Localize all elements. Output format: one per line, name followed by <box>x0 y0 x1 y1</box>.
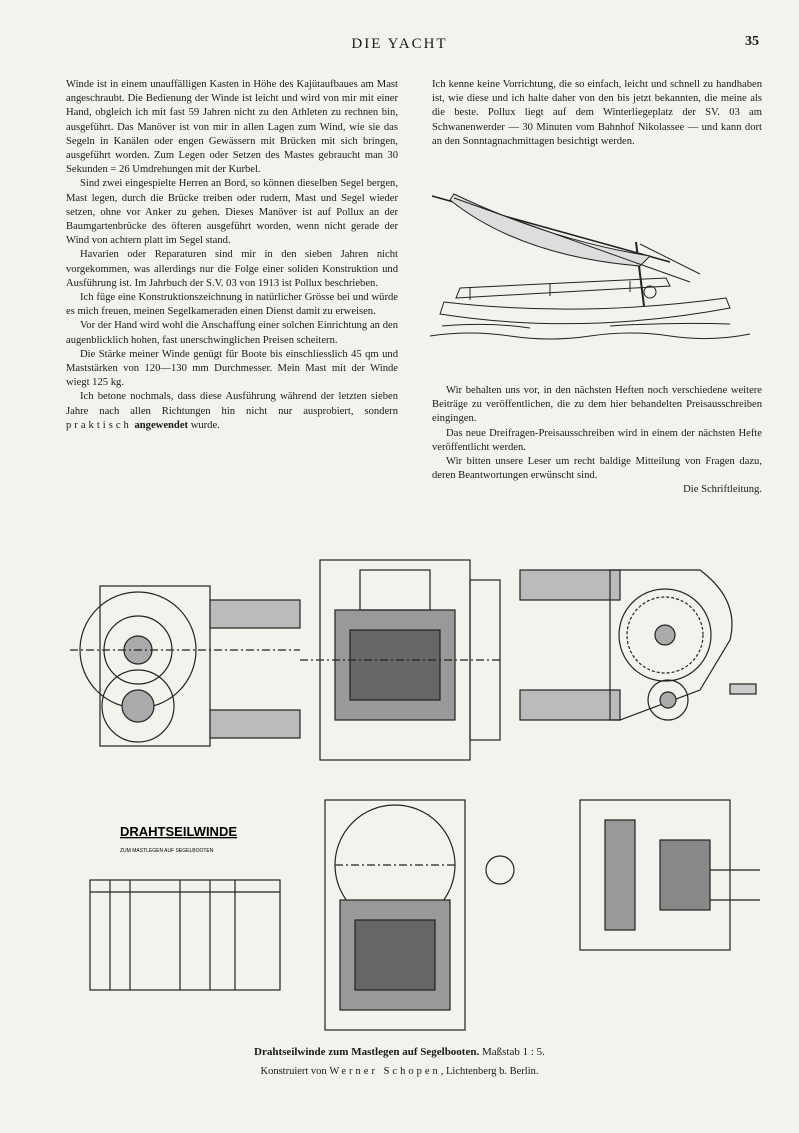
paragraph: Havarien oder Reparaturen sind mir in den sieben Jahren nicht vorgekommen, was allerdings nur die Folge einer soliden Konstruktion und Ausführung ist. Im Jahrbuch der S.V. 03 von 1913 ist Pollux beschrieben. <box>66 249 398 289</box>
emphasis-bold: angewendet <box>131 419 189 431</box>
paragraph <box>66 390 398 433</box>
page-number: 35 <box>745 34 759 49</box>
page-title: DIE YACHT <box>351 36 448 52</box>
figure-credit <box>0 1066 799 1077</box>
mast <box>636 242 644 306</box>
sail <box>450 194 650 266</box>
caption-title: Drahtseilwinde zum Mastlegen auf Segelbooten. <box>254 1046 480 1058</box>
side-view-left <box>70 586 300 746</box>
paragraph: Die Stärke meiner Winde genügt für Boote bis einschliesslich 45 qm und Maststärken von 120—130 mm Durchmesser. Mein Mast mit der Winde wiegt 125 kg. <box>66 348 398 389</box>
drawing-title: DRAHTSEILWINDE <box>120 824 237 839</box>
paragraph: Das neue Dreifragen-Preisausschreiben wird in einem der nächsten Hefte veröffentlicht werden. <box>432 427 762 453</box>
credit-prefix: Konstruiert von <box>260 1066 330 1077</box>
plan-view-lower <box>325 800 514 1030</box>
ratchet-view-right <box>520 570 756 720</box>
boat-hull <box>440 298 730 324</box>
credit-suffix: , Lichtenberg b. Berlin. <box>440 1066 539 1077</box>
paragraph: Winde ist in einem unauffälligen Kasten in Höhe des Kajütaufbaues am Mast angeschraubt. Die Bedienung der Winde ist leicht und wird von mir mit einer Hand, obgleich ich mit fast 59 Jahren nicht zu den Athleten zu rechnen bin, ausgeführt. Das Manöver ist von mir in allen Lagen zum Wind, wie sie das Segeln in Kanälen oder engen Gewässern mit Brücken mit sich bringen, ausgeführt worden. Zum Legen oder Setzen des Mastes gebraucht man 30 Sekunden = 26 Umdrehungen mit der Kurbel. <box>66 79 398 176</box>
paragraph: Wir bitten unsere Leser um recht baldige Mitteilung von Fragen dazu, deren Beantwortungen erwünscht sind. <box>432 456 762 482</box>
gear-section-center <box>300 560 500 760</box>
boat-sketch <box>430 186 762 354</box>
right-column-bottom <box>432 384 762 498</box>
paragraph: Sind zwei eingespielte Herren an Bord, so können dieselben Segel bergen, Mast legen, durch die Brücke treiben oder rudern, Mast und Segel wieder setzen, ohne vor Anker zu gehen. Dieses Manöver ist auf Pollux an der Baumgartenbrücke des öfteren ausgeführt worden, wenn nicht gerade der Wind von achtern platt im Segel stand. <box>66 178 398 247</box>
right-column-top <box>432 78 762 149</box>
paragraph: Ich füge eine Konstruktionszeichnung in natürlicher Grösse bei und würde es mich freuen, meinen Segelkameraden einen Dienst damit zu erweisen. <box>66 292 398 318</box>
section-view-lower-right <box>580 800 760 950</box>
signature: Die Schriftleitung. <box>683 484 762 496</box>
winch-crank <box>644 286 656 298</box>
emphasis-spaced: praktisch <box>66 419 132 431</box>
credit-name: Werner Schopen <box>329 1066 441 1077</box>
cabin-roof <box>456 278 670 298</box>
paragraph: Wir behalten uns vor, in den nächsten Heften noch verschiedene weitere Beiträge zu veröffentlichen, die zu dem hier behandelten Preisausschreiben eingingen. <box>432 385 762 425</box>
text-run: Ich betone nochmals, dass diese Ausführung während der letzten sieben Jahre nach allen Richtungen hin nicht nur ausprobiert, sondern <box>66 391 398 417</box>
caption-scale: Maßstab 1 : 5. <box>481 1046 545 1058</box>
water <box>430 333 750 339</box>
text-run: wurde. <box>188 419 220 431</box>
paragraph: Vor der Hand wird wohl die Anschaffung einer solchen Einrichtung an den augenblicklich hohen, fast unerschwinglichen Preisen scheitern. <box>66 320 398 346</box>
drawing-subtitle: ZUM MASTLEGEN AUF SEGELBOOTEN <box>120 848 214 854</box>
parts-table <box>90 880 280 990</box>
figure-caption <box>0 1046 799 1058</box>
left-column <box>66 78 398 433</box>
technical-drawing <box>60 540 760 1040</box>
paragraph: Ich kenne keine Vorrichtung, die so einfach, leicht und schnell zu handhaben ist, wie diese und ich halte daher von den bis jetzt bekannten, die meine als die beste. Pollux liegt auf dem Winterliegeplatz der SV. 03 am Schwanenwerder — 30 Minuten vom Bahnhof Nikolassee — und kann dort an den Sonntagnachmittagen besichtigt werden. <box>432 79 762 147</box>
